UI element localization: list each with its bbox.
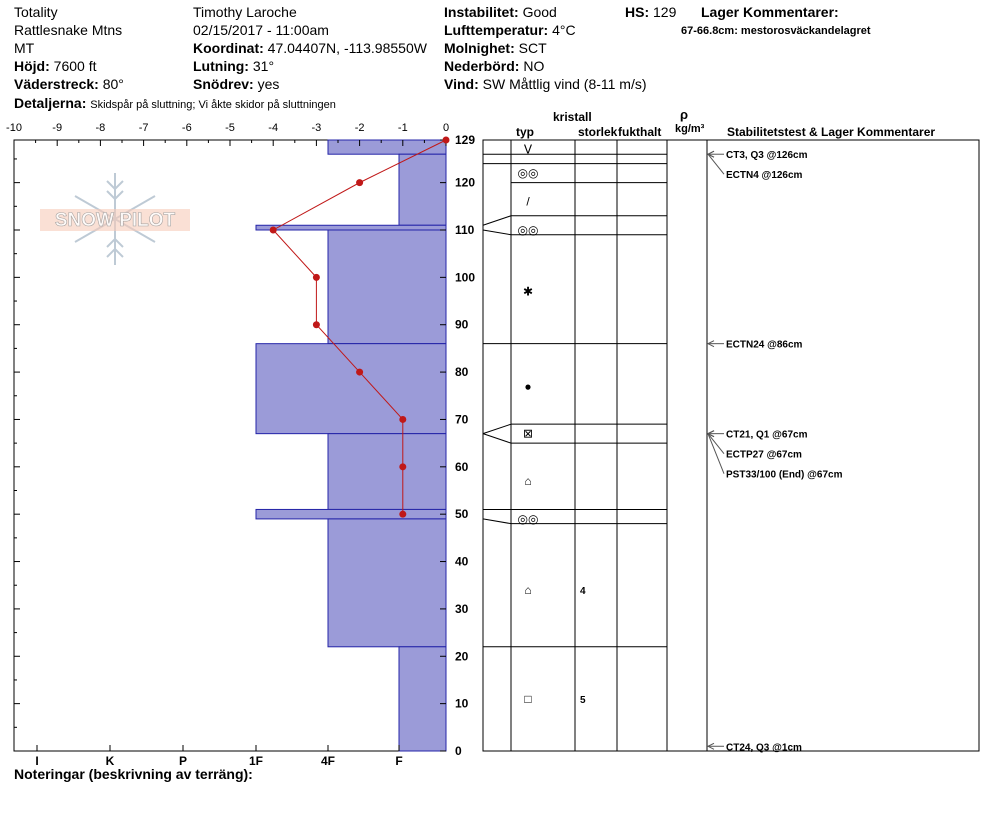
col-stability: Stabilitetstest & Lager Kommentarer xyxy=(727,125,936,139)
temperature-point xyxy=(313,321,320,328)
top-tick-label: -10 xyxy=(6,122,22,134)
crystal-size: 4 xyxy=(580,585,586,597)
layer-table xyxy=(483,140,979,753)
stability-test-label: CT24, Q3 @1cm xyxy=(726,742,802,754)
hardness-bar xyxy=(328,434,446,510)
top-tick-label: -9 xyxy=(52,122,63,134)
top-tick-label: -4 xyxy=(268,122,279,134)
depth-tick-label: 50 xyxy=(455,507,469,522)
col-density-unit: kg/m³ xyxy=(675,123,705,135)
hs-value: 129 xyxy=(653,4,677,20)
temperature-point xyxy=(399,511,406,518)
hs-label: HS: xyxy=(625,4,650,20)
sky-value: SCT xyxy=(518,40,547,56)
crystal-symbol: / xyxy=(526,194,530,209)
test-arrow xyxy=(708,434,724,454)
airtemp-label: Lufttemperatur: xyxy=(444,22,549,38)
coord-label: Koordinat: xyxy=(193,40,264,56)
range-name: Rattlesnake Mtns xyxy=(14,22,123,38)
temperature-point xyxy=(356,179,363,186)
stability-test-label: CT21, Q1 @67cm xyxy=(726,429,808,441)
temperature-point xyxy=(270,226,277,233)
depth-tick-label: 110 xyxy=(455,222,475,237)
col-crystal: kristall xyxy=(553,110,592,124)
bottom-tick-label: 1F xyxy=(248,754,264,768)
aspect-value: 80° xyxy=(102,76,124,92)
slope-value: 31° xyxy=(252,58,275,74)
logo-text: SNOW PILOT xyxy=(54,210,176,231)
details-label: Detaljerna: xyxy=(14,95,87,111)
crystal-symbol: □ xyxy=(524,691,532,706)
crystal-size: 5 xyxy=(580,694,586,706)
hardness-bar xyxy=(256,344,446,434)
instability-value: Good xyxy=(522,4,557,20)
depth-tick-label: 10 xyxy=(455,696,469,711)
stability-test-label: CT3, Q3 @126cm xyxy=(726,150,808,162)
depth-tick-label: 90 xyxy=(455,317,469,332)
bottom-tick-label: I xyxy=(35,754,39,768)
test-arrow xyxy=(708,434,724,474)
depth-tick-label: 60 xyxy=(455,459,469,474)
crystal-symbol: ● xyxy=(524,379,532,394)
crystal-symbol: ✱ xyxy=(522,284,534,299)
stability-test-label: ECTP27 @67cm xyxy=(726,449,802,461)
crystal-symbol: ◎◎ xyxy=(517,222,539,237)
hardness-bar xyxy=(256,509,446,518)
hardness-bar xyxy=(328,140,446,154)
layer-connector xyxy=(483,230,511,235)
top-tick-label: -8 xyxy=(95,122,106,134)
bottom-tick-label: F xyxy=(395,754,403,768)
stability-test-label: ECTN4 @126cm xyxy=(726,170,803,182)
stability-test-label: PST33/100 (End) @67cm xyxy=(726,469,843,481)
top-tick-label: -7 xyxy=(138,122,149,134)
bottom-tick-label: 4F xyxy=(320,754,336,768)
crystal-symbol: ⌂ xyxy=(524,474,532,489)
slope-label: Lutning: xyxy=(193,58,249,74)
hardness-bar xyxy=(399,154,446,225)
wind-value: SW Måttlig vind (8-11 m/s) xyxy=(482,76,647,92)
bottom-tick-label: P xyxy=(178,754,188,768)
layer-connector xyxy=(483,434,511,443)
top-tick-label: -2 xyxy=(354,122,365,134)
hardness-bar xyxy=(328,230,446,344)
state: MT xyxy=(14,40,35,56)
layer-connector xyxy=(483,519,511,524)
details-value: Skidspår på sluttning; Vi åkte skidor på sluttningen xyxy=(90,99,336,111)
layer-connector xyxy=(483,216,511,225)
datetime: 02/15/2017 - 11:00am xyxy=(193,22,329,38)
sky-label: Molnighet: xyxy=(444,40,515,56)
col-rho: ρ xyxy=(680,107,689,122)
aspect-label: Väderstreck: xyxy=(14,76,99,92)
depth-tick-label: 0 xyxy=(455,744,462,758)
crystal-symbol: ⌂ xyxy=(524,582,532,597)
airtemp-value: 4°C xyxy=(552,22,576,38)
temperature-point xyxy=(356,369,363,376)
top-tick-label: -1 xyxy=(397,122,408,134)
col-type: typ xyxy=(516,125,534,139)
col-size: storlek xyxy=(578,125,618,139)
elevation-label: Höjd: xyxy=(14,58,50,74)
depth-tick-label: 20 xyxy=(455,649,469,664)
depth-tick-label: 80 xyxy=(455,365,469,380)
hardness-bar xyxy=(328,519,446,647)
elevation-value: 7600 ft xyxy=(53,58,97,74)
depth-tick-label: 30 xyxy=(455,601,469,616)
temperature-point xyxy=(443,137,450,144)
hardness-bar xyxy=(256,225,446,230)
stability-test-label: ECTN24 @86cm xyxy=(726,339,803,351)
layer-comments-title: Lager Kommentarer: xyxy=(701,4,839,20)
layer-comment: 67-66.8cm: mestorosväckandelagret xyxy=(681,25,871,37)
location-name: Totality xyxy=(14,4,58,20)
crystal-symbol: ◎◎ xyxy=(517,166,539,181)
crystal-symbol: ⊠ xyxy=(522,426,534,441)
instability-label: Instabilitet: xyxy=(444,4,519,20)
drift-value: yes xyxy=(257,76,280,92)
depth-tick-label: 100 xyxy=(455,270,476,285)
crystal-symbol: ◎◎ xyxy=(517,511,539,526)
depth-tick-label: 129 xyxy=(455,133,476,147)
depth-tick-label: 70 xyxy=(455,412,469,427)
depth-tick-label: 40 xyxy=(455,554,469,569)
notes-label: Noteringar (beskrivning av terräng): xyxy=(14,766,253,782)
observer: Timothy Laroche xyxy=(193,4,297,20)
top-tick-label: -3 xyxy=(311,122,322,134)
col-moisture: fukthalt xyxy=(618,125,662,139)
wind-label: Vind: xyxy=(444,76,479,92)
layer-connector xyxy=(483,424,511,433)
precip-value: NO xyxy=(523,58,545,74)
top-tick-label: 0 xyxy=(442,122,450,134)
temperature-point xyxy=(399,416,406,423)
test-arrow xyxy=(708,154,724,174)
precip-label: Nederbörd: xyxy=(444,58,520,74)
crystal-symbol: ᐯ xyxy=(523,142,533,157)
drift-label: Snödrev: xyxy=(193,76,254,92)
hardness-bar xyxy=(399,647,446,751)
top-tick-label: -5 xyxy=(225,122,235,134)
bottom-tick-label: K xyxy=(105,754,115,768)
coord-value: 47.04407N, -113.98550W xyxy=(267,40,427,56)
temperature-point xyxy=(399,463,406,470)
temperature-point xyxy=(313,274,320,281)
table-frame xyxy=(483,140,979,754)
depth-tick-label: 120 xyxy=(455,175,476,190)
top-tick-label: -6 xyxy=(181,122,192,134)
